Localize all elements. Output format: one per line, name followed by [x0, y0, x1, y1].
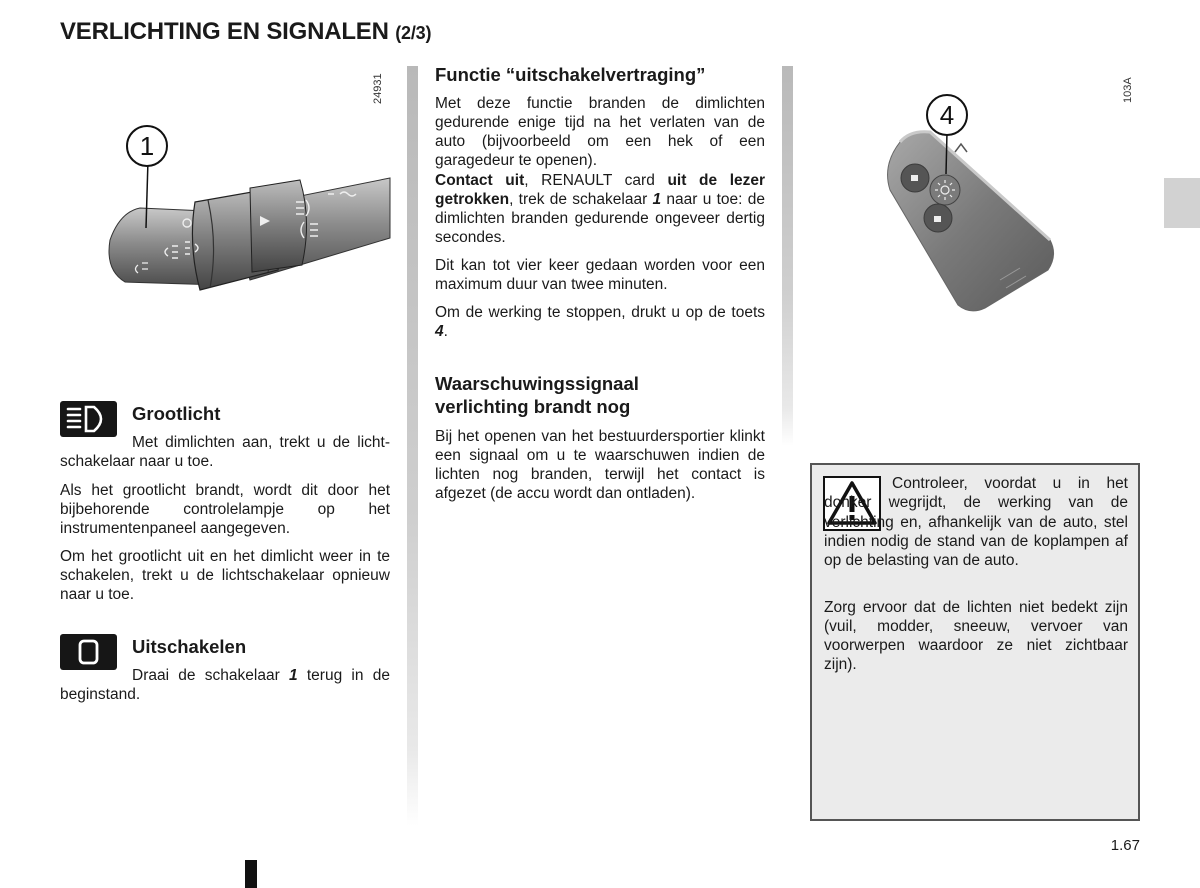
warning-p1: Controleer, voordat u in het donker wegrijdt, de werking van de verlichting en, afhankelijk van de auto, stel indien nodig de stand van de koplampen af op de belasting van de auto.: [824, 475, 1128, 570]
functie-p3: Dit kan tot vier keer gedaan worden voor een maximum duur van twee minuten.: [435, 257, 765, 293]
callout-4: 4: [926, 94, 968, 136]
figure-code-right: 103A: [1122, 77, 1134, 103]
page-edge-marker: [245, 860, 257, 888]
grootlicht-p2: Als het grootlicht brandt, wordt dit door het bijbehorende controlelampje op het instrumentenpaneel aangegeven.: [60, 482, 390, 537]
functie-p4: Om de werking te stoppen, drukt u op de toets 4.: [435, 304, 765, 340]
waarschuwing-p1: Bij het openen van het bestuurdersportier klinkt een signaal om u te waarschuwen indien de lichten nog branden, terwijl het contact is afgezet (de accu wordt dan ontladen).: [435, 428, 765, 502]
warning-box: [810, 463, 1140, 821]
high-beam-icon: [60, 401, 117, 437]
lights-off-icon: [60, 634, 117, 670]
uitschakelen-heading: Uitschakelen: [132, 636, 247, 657]
page-title: VERLICHTING EN SIGNALEN (2/3): [60, 18, 432, 45]
grootlicht-heading: Grootlicht: [132, 403, 221, 424]
callout-1: 1: [126, 125, 168, 167]
functie-heading: Functie “uitschakelvertraging”: [435, 64, 706, 85]
grootlicht-p3: Om het grootlicht uit en het dimlicht weer in te schakelen, trekt u de lichtschakelaar opnieuw naar u toe.: [60, 548, 390, 603]
page-title-suffix: (2/3): [395, 23, 432, 43]
uitschakelen-p1: Draai de schakelaar 1 terug in de beginstand.: [60, 667, 390, 703]
functie-p2: Contact uit, RENAULT card uit de lezer getrokken, trek de schakelaar 1 naar u toe: de dimlichten branden gedurende ongeveer dertig secondes.: [435, 172, 766, 246]
page-number: 1.67: [1110, 837, 1140, 854]
section-tab: [1164, 178, 1200, 228]
grootlicht-p1: Met dimlichten aan, trekt u de lichtschakelaar naar u toe.: [60, 434, 390, 470]
waarschuwing-heading: Waarschuwingssignaal verlichting brandt nog: [435, 373, 639, 417]
column-divider-right: [782, 66, 793, 446]
column-divider-left: [407, 66, 418, 826]
renault-card-illustration: [870, 120, 1070, 320]
functie-p1: Met deze functie branden de dimlichten gedurende enige tijd na het verlaten van de auto (bijvoorbeeld om een hek of een garagedeur te openen).: [435, 95, 765, 169]
figure-code-left: 24931: [372, 73, 384, 104]
warning-p2: Zorg ervoor dat de lichten niet bedekt zijn (vuil, modder, sneeuw, vervoer van voorwerpen waardoor ze niet zichtbaar zijn).: [824, 599, 1128, 673]
